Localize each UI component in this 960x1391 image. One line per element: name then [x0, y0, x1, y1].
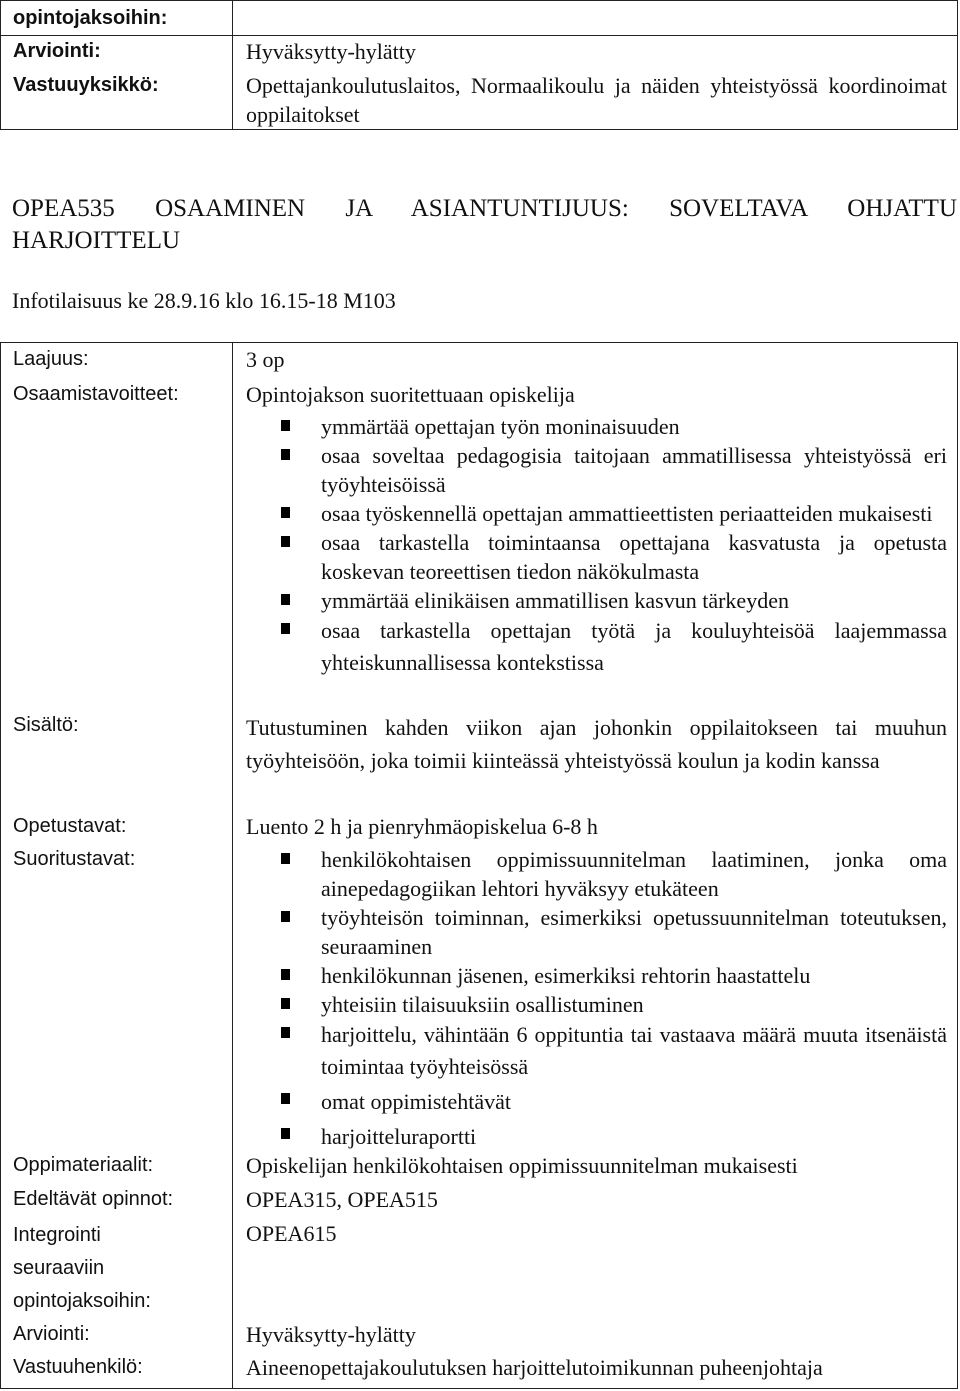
list-item: henkilökohtaisen oppimissuunnitelman laatiminen, jonka oma ainepedagogiikan lehtori hyväksyy etukäteen — [281, 845, 947, 903]
column-divider — [232, 343, 233, 1388]
label-osaamistavoitteet: Osaamistavoitteet: — [13, 383, 179, 405]
value-vastuuhenkilo: Aineenopettajakoulutuksen harjoittelutoimikunnan puheenjohtaja — [246, 1355, 823, 1380]
value-arviointi: Hyväksytty-hylätty — [246, 1322, 416, 1347]
value-osaamistavoitteet-intro: Opintojakson suoritettuaan opiskelija — [246, 382, 575, 407]
list-item: yhteisiin tilaisuuksiin osallistuminen — [281, 990, 947, 1019]
course-details-table — [0, 342, 958, 1389]
bullet-square-icon — [281, 623, 290, 634]
value-sisalto: Tutustuminen kahden viikon ajan johonkin oppilaitokseen tai muuhun työyhteisöön, joka toimii kiinteässä yhteistyössä koulun ja kodin kanssa — [246, 715, 947, 773]
value-integrointi: OPEA615 — [246, 1221, 337, 1246]
bullet-square-icon — [281, 449, 290, 460]
value-oppimateriaalit: Opiskelijan henkilökohtaisen oppimissuunnitelman mukaisesti — [246, 1153, 798, 1178]
label-integrointi: Integrointi seuraaviin opintojaksoihin: — [13, 1224, 151, 1312]
row-value-arviointi: Hyväksytty-hylätty — [246, 39, 416, 64]
course-title: OPEA535 OSAAMINEN JA ASIANTUNTIJUUS: SOVELTAVA OHJATTU HARJOITTELU — [12, 195, 957, 254]
list-item: osaa tarkastella toimintaansa opettajana kasvatusta ja opetusta koskevan teoreettisen tiedon näkökulmasta — [281, 528, 947, 586]
list-item: omat oppimistehtävät — [281, 1085, 947, 1118]
bullet-square-icon — [281, 507, 290, 518]
list-item: osaa soveltaa pedagogisia taitojaan ammatillisessa yhteistyössä eri työyhteisöissä — [281, 441, 947, 499]
list-item: harjoitteluraportti — [281, 1120, 947, 1153]
label-laajuus: Laajuus: — [13, 348, 89, 370]
info-session-line: Infotilaisuus ke 28.9.16 klo 16.15-18 M103 — [12, 288, 396, 313]
row-divider — [1, 35, 957, 36]
list-item: osaa tarkastella opettajan työtä ja kouluyhteisöä laajemmassa yhteiskunnallisessa kontekstissa — [281, 615, 947, 679]
value-opetustavat: Luento 2 h ja pienryhmäopiskelua 6-8 h — [246, 814, 598, 839]
bullet-square-icon — [281, 594, 290, 605]
bullet-square-icon — [281, 998, 290, 1009]
label-vastuuhenkilo: Vastuuhenkilö: — [13, 1356, 143, 1378]
bullet-square-icon — [281, 853, 290, 864]
label-suoritustavat: Suoritustavat: — [13, 848, 136, 870]
bullet-square-icon — [281, 536, 290, 547]
label-sisalto: Sisältö: — [13, 714, 79, 736]
bullet-square-icon — [281, 1093, 290, 1104]
list-item: harjoittelu, vähintään 6 oppituntia tai vastaava määrä muuta itsenäistä toimintaa työyhteisössä — [281, 1019, 947, 1083]
label-edeltavat-opinnot: Edeltävät opinnot: — [13, 1188, 174, 1210]
row-label-vastuuyksikko: Vastuuyksikkö: — [13, 74, 159, 96]
label-oppimateriaalit: Oppimateriaalit: — [13, 1154, 154, 1176]
bullet-square-icon — [281, 969, 290, 980]
list-item: ymmärtää elinikäisen ammatillisen kasvun tärkeyden — [281, 586, 947, 615]
bullet-square-icon — [281, 1128, 290, 1139]
list-item: osaa työskennellä opettajan ammattieettisten periaatteiden mukaisesti — [281, 499, 947, 528]
row-label-opintojaksoihin: opintojaksoihin: — [13, 7, 168, 29]
row-label-arviointi: Arviointi: — [13, 40, 101, 62]
value-edeltavat-opinnot: OPEA315, OPEA515 — [246, 1187, 438, 1212]
label-opetustavat: Opetustavat: — [13, 815, 127, 837]
bullet-square-icon — [281, 911, 290, 922]
previous-course-table — [0, 0, 958, 130]
row-value-vastuuyksikko: Opettajankoulutuslaitos, Normaalikoulu ja näiden yhteistyössä koordinoimat oppilaitokset — [246, 73, 947, 127]
bullet-square-icon — [281, 1027, 290, 1038]
completion-methods-list — [281, 845, 947, 1153]
list-item: ymmärtää opettajan työn moninaisuuden — [281, 412, 947, 441]
list-item: henkilökunnan jäsenen, esimerkiksi rehtorin haastattelu — [281, 961, 947, 990]
learning-outcomes-list — [281, 412, 947, 679]
list-item: työyhteisön toiminnan, esimerkiksi opetussuunnitelman toteutuksen, seuraaminen — [281, 903, 947, 961]
column-divider — [232, 1, 233, 129]
bullet-square-icon — [281, 420, 290, 431]
label-arviointi: Arviointi: — [13, 1323, 90, 1345]
value-laajuus: 3 op — [246, 347, 285, 372]
